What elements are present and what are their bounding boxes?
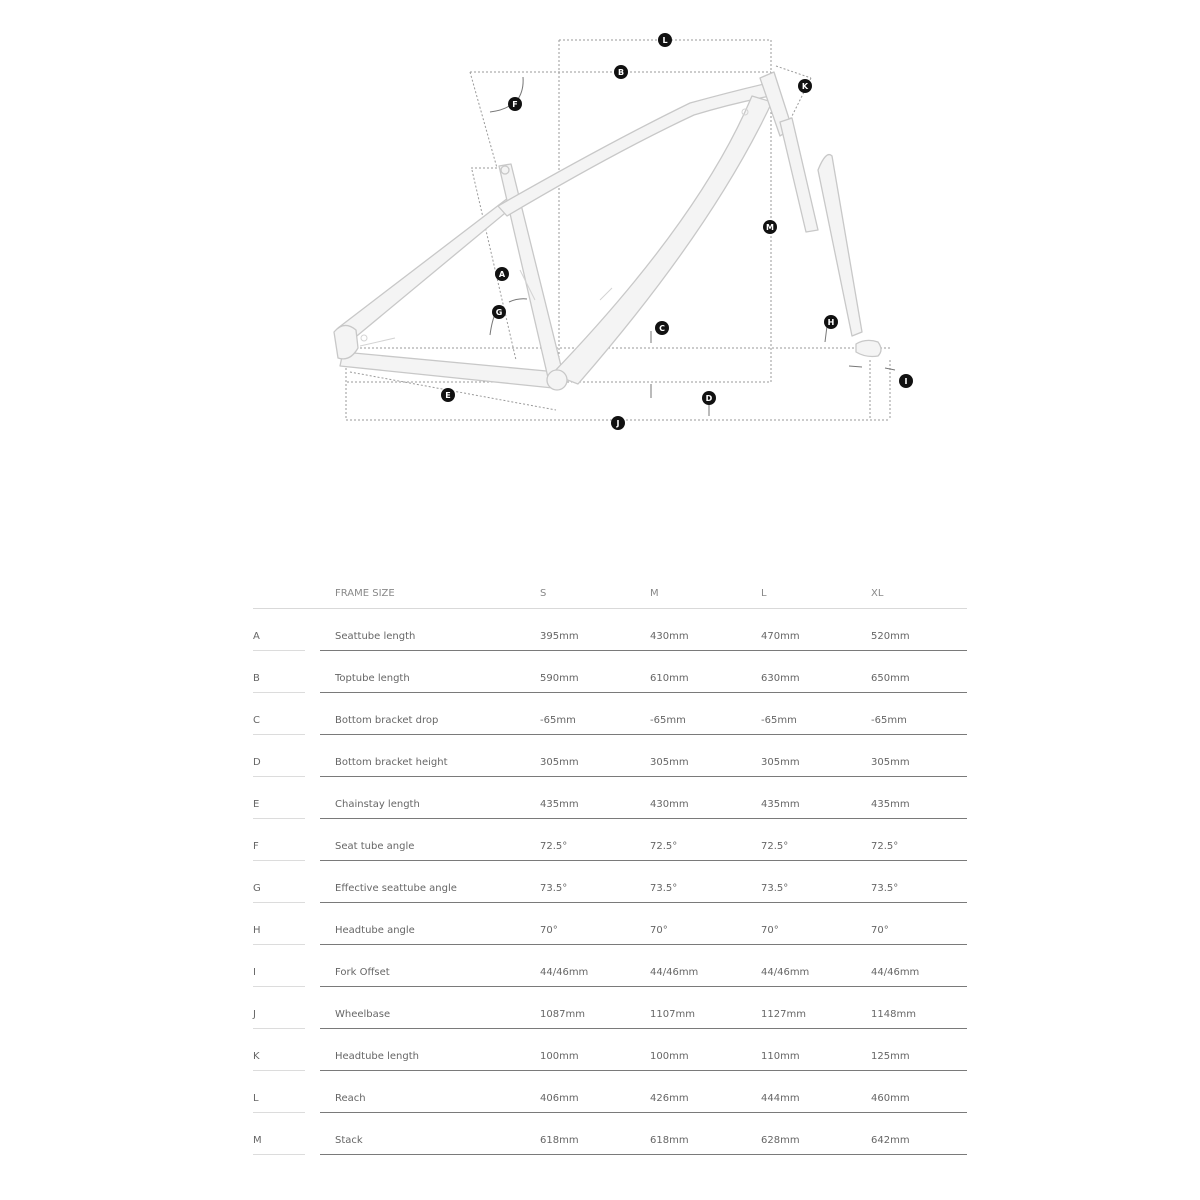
row-value: 590mm: [540, 673, 579, 684]
row-label: Seattube length: [335, 631, 416, 642]
row-value: 618mm: [540, 1135, 579, 1146]
row-label: Chainstay length: [335, 799, 420, 810]
row-key: L: [253, 1093, 259, 1104]
row-value: 1087mm: [540, 1009, 585, 1020]
row-value: 73.5°: [761, 883, 789, 894]
marker-d: [702, 391, 716, 405]
row-value: -65mm: [650, 715, 686, 726]
marker-e: [441, 388, 455, 402]
marker-label: I: [904, 377, 908, 386]
seatstay: [338, 198, 516, 340]
row-value: 395mm: [540, 631, 579, 642]
row-value: 110mm: [761, 1051, 800, 1062]
row-value: 430mm: [650, 631, 689, 642]
marker-f: [508, 97, 522, 111]
table-row: [253, 861, 967, 903]
row-value: 72.5°: [761, 841, 789, 852]
row-value: 435mm: [871, 799, 910, 810]
row-value: 73.5°: [650, 883, 678, 894]
row-value: 1107mm: [650, 1009, 695, 1020]
row-value: 44/46mm: [540, 967, 589, 978]
chainstay: [340, 352, 557, 388]
row-label: Bottom bracket drop: [335, 715, 439, 726]
down-tube: [552, 96, 772, 384]
geometry-table: [253, 574, 967, 1155]
row-value: 650mm: [871, 673, 910, 684]
table-row: [253, 903, 967, 945]
row-value: 70°: [761, 925, 779, 936]
row-key: D: [253, 757, 261, 768]
row-label: Seat tube angle: [335, 841, 415, 852]
seat-clamp: [501, 166, 509, 174]
row-value: 44/46mm: [650, 967, 699, 978]
marker-k: [798, 79, 812, 93]
row-value: 125mm: [871, 1051, 910, 1062]
row-divider-short: [253, 1154, 305, 1155]
marker-j: [611, 416, 625, 430]
row-value: -65mm: [871, 715, 907, 726]
row-value: 1148mm: [871, 1009, 916, 1020]
row-key: J: [253, 1009, 256, 1020]
row-value: 470mm: [761, 631, 800, 642]
row-value: 70°: [540, 925, 558, 936]
marker-label: K: [801, 82, 809, 91]
row-value: 305mm: [871, 757, 910, 768]
bottom-bracket: [547, 370, 567, 390]
row-label: Headtube angle: [335, 925, 415, 936]
row-value: 73.5°: [871, 883, 899, 894]
marker-label: A: [498, 270, 506, 279]
marker-label: F: [512, 100, 518, 109]
marker-a: [495, 267, 509, 281]
frame-tubes: [334, 72, 881, 390]
table-header-row: [253, 574, 967, 609]
row-value: -65mm: [540, 715, 576, 726]
row-value: 100mm: [540, 1051, 579, 1062]
marker-label: H: [827, 318, 835, 327]
row-value: 430mm: [650, 799, 689, 810]
header-size-m: M: [650, 588, 659, 599]
row-key: E: [253, 799, 260, 810]
table-row: [253, 777, 967, 819]
row-value: 44/46mm: [761, 967, 810, 978]
rear-dropout: [334, 325, 358, 358]
table-row: [253, 1071, 967, 1113]
row-value: 460mm: [871, 1093, 910, 1104]
row-key: B: [253, 673, 260, 684]
table-row: [253, 609, 967, 651]
row-value: 1127mm: [761, 1009, 806, 1020]
marker-b: [614, 65, 628, 79]
marker-label: L: [662, 36, 668, 45]
row-key: K: [253, 1051, 260, 1062]
marker-i: [899, 374, 913, 388]
bike-frame-geometry-diagram: [0, 0, 1200, 460]
row-value: 72.5°: [650, 841, 678, 852]
row-key: G: [253, 883, 261, 894]
row-label: Reach: [335, 1093, 366, 1104]
row-label: Headtube length: [335, 1051, 419, 1062]
row-value: 435mm: [540, 799, 579, 810]
header-size-l: L: [761, 588, 767, 599]
marker-m: [763, 220, 777, 234]
row-label: Fork Offset: [335, 967, 390, 978]
row-key: C: [253, 715, 260, 726]
row-value: 618mm: [650, 1135, 689, 1146]
row-value: 305mm: [540, 757, 579, 768]
row-value: 406mm: [540, 1093, 579, 1104]
row-key: M: [253, 1135, 262, 1146]
marker-l: [658, 33, 672, 47]
row-key: A: [253, 631, 260, 642]
row-value: 72.5°: [540, 841, 568, 852]
table-row: [253, 651, 967, 693]
row-key: F: [253, 841, 259, 852]
row-value: 520mm: [871, 631, 910, 642]
marker-label: C: [659, 324, 665, 333]
row-label: Wheelbase: [335, 1009, 391, 1020]
row-label: Effective seattube angle: [335, 883, 457, 894]
table-row: [253, 1029, 967, 1071]
row-value: 73.5°: [540, 883, 568, 894]
table-row: [253, 987, 967, 1029]
row-value: 610mm: [650, 673, 689, 684]
row-key: I: [253, 967, 256, 978]
marker-h: [824, 315, 838, 329]
marker-label: D: [705, 394, 713, 403]
row-key: H: [253, 925, 261, 936]
row-value: 72.5°: [871, 841, 899, 852]
row-label: Stack: [335, 1135, 363, 1146]
marker-label: E: [445, 391, 451, 400]
table-row: [253, 693, 967, 735]
row-value: -65mm: [761, 715, 797, 726]
fork-steerer: [780, 118, 818, 232]
header-size-s: S: [540, 588, 547, 599]
row-value: 444mm: [761, 1093, 800, 1104]
fork-leg: [818, 155, 862, 336]
row-label: Bottom bracket height: [335, 757, 448, 768]
marker-label: J: [616, 419, 620, 428]
row-value: 426mm: [650, 1093, 689, 1104]
table-row: [253, 945, 967, 987]
table-row: [253, 1113, 967, 1155]
row-value: 435mm: [761, 799, 800, 810]
row-value: 628mm: [761, 1135, 800, 1146]
table-row: [253, 735, 967, 777]
row-value: 44/46mm: [871, 967, 920, 978]
marker-label: G: [495, 308, 503, 317]
row-label: Toptube length: [335, 673, 410, 684]
row-value: 305mm: [761, 757, 800, 768]
header-frame-size: FRAME SIZE: [335, 588, 395, 599]
row-value: 642mm: [871, 1135, 910, 1146]
marker-label: B: [617, 68, 625, 77]
row-value: 70°: [871, 925, 889, 936]
marker-label: M: [766, 223, 774, 232]
fork-dropout: [856, 340, 881, 356]
row-value: 305mm: [650, 757, 689, 768]
row-value: 630mm: [761, 673, 800, 684]
row-divider: [320, 1154, 967, 1155]
header-size-xl: XL: [871, 588, 884, 599]
row-value: 70°: [650, 925, 668, 936]
table-row: [253, 819, 967, 861]
table-body: [253, 609, 967, 1155]
marker-c: [655, 321, 669, 335]
row-value: 100mm: [650, 1051, 689, 1062]
marker-g: [492, 305, 506, 319]
